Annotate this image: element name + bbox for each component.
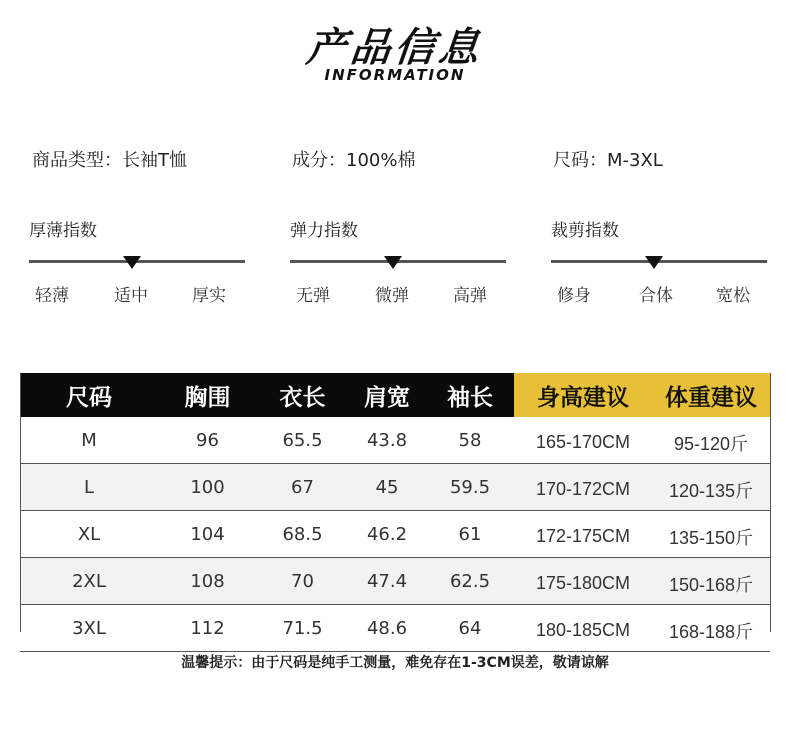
cell-height: 165-170CM	[514, 417, 652, 464]
cell-weight: 150-168斤	[652, 558, 770, 605]
header-height-recommendation: 身高建议	[514, 373, 652, 417]
gauge-option-selected: 微弹	[375, 286, 409, 306]
cell-sleeve: 58	[426, 417, 514, 464]
table-row	[20, 464, 770, 511]
table-header-row	[20, 373, 770, 417]
header-weight-recommendation: 体重建议	[652, 373, 770, 417]
gauge-option: 厚实	[192, 286, 226, 306]
cell-shoulder: 48.6	[348, 605, 426, 652]
gauge-label: 厚薄指数	[29, 221, 97, 241]
gauge-option: 轻薄	[35, 286, 69, 306]
cell-chest: 108	[158, 558, 257, 605]
table-row	[20, 605, 770, 652]
header-size: 尺码	[20, 373, 158, 417]
header-chest: 胸围	[158, 373, 257, 417]
gauge-option: 修身	[557, 286, 591, 306]
gauge-marker-icon	[123, 256, 141, 269]
cell-size: XL	[20, 511, 158, 558]
cell-length: 67	[257, 464, 348, 511]
cell-sleeve: 62.5	[426, 558, 514, 605]
cell-height: 170-172CM	[514, 464, 652, 511]
cell-height: 172-175CM	[514, 511, 652, 558]
header-sleeve: 袖长	[426, 373, 514, 417]
cell-sleeve: 59.5	[426, 464, 514, 511]
table-row	[20, 417, 770, 464]
cell-weight: 135-150斤	[652, 511, 770, 558]
cell-weight: 95-120斤	[652, 417, 770, 464]
cell-size: L	[20, 464, 158, 511]
cell-length: 70	[257, 558, 348, 605]
cell-sleeve: 61	[426, 511, 514, 558]
header-length: 衣长	[257, 373, 348, 417]
page-subtitle: INFORMATION	[324, 66, 466, 84]
cell-shoulder: 47.4	[348, 558, 426, 605]
table-row	[20, 511, 770, 558]
cell-chest: 96	[158, 417, 257, 464]
cell-height: 180-185CM	[514, 605, 652, 652]
product-type: 商品类型：长袖T恤	[32, 150, 187, 171]
cell-shoulder: 43.8	[348, 417, 426, 464]
cell-length: 65.5	[257, 417, 348, 464]
cell-chest: 112	[158, 605, 257, 652]
gauge-option-selected: 适中	[114, 286, 148, 306]
size-chart-table	[20, 373, 770, 652]
gauge-option-selected: 合体	[639, 286, 673, 306]
gauge-label: 弹力指数	[290, 221, 358, 241]
gauge-option: 高弹	[453, 286, 487, 306]
table-row	[20, 558, 770, 605]
cell-height: 175-180CM	[514, 558, 652, 605]
cell-size: 3XL	[20, 605, 158, 652]
cell-chest: 104	[158, 511, 257, 558]
measurement-disclaimer: 温馨提示：由于尺码是纯手工测量，难免存在1-3CM误差，敬请谅解	[181, 655, 609, 671]
gauge-marker-icon	[645, 256, 663, 269]
gauge-option: 无弹	[296, 286, 330, 306]
cell-chest: 100	[158, 464, 257, 511]
gauge-marker-icon	[384, 256, 402, 269]
cell-weight: 120-135斤	[652, 464, 770, 511]
size-range: 尺码：M-3XL	[553, 150, 663, 171]
gauge-label: 裁剪指数	[551, 221, 619, 241]
header-shoulder: 肩宽	[348, 373, 426, 417]
cell-shoulder: 46.2	[348, 511, 426, 558]
page-title: 产品信息	[304, 25, 486, 71]
material-composition: 成分：100%棉	[292, 150, 416, 171]
gauge-option: 宽松	[716, 286, 750, 306]
cell-size: M	[20, 417, 158, 464]
cell-weight: 168-188斤	[652, 605, 770, 652]
cell-shoulder: 45	[348, 464, 426, 511]
cell-size: 2XL	[20, 558, 158, 605]
cell-length: 68.5	[257, 511, 348, 558]
cell-sleeve: 64	[426, 605, 514, 652]
cell-length: 71.5	[257, 605, 348, 652]
